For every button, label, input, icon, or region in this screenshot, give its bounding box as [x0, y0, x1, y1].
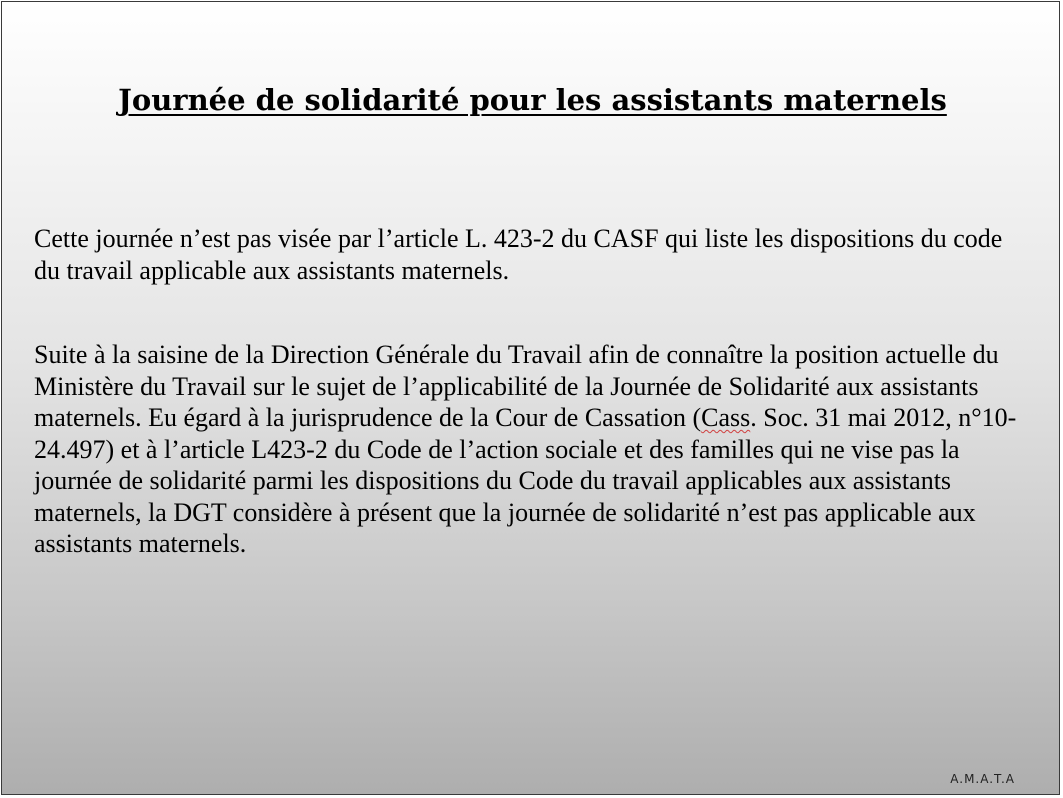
- paragraph-casf: Cette journée n’est pas visée par l’article L. 423-2 du CASF qui liste les dispositions du code du travail applicable aux assistants maternels.: [34, 224, 1003, 285]
- slide: [1, 1, 1060, 795]
- slide-title: [2, 80, 1063, 120]
- paragraph-dgt-end: . Soc. 31 mai 2012, n°10-24.497) et à l’article L423-2 du Code de l’action sociale et des familles qui ne vise pas la journée de solidarité parmi les dispositions du Code du travail applicables aux assistants maternels, la DGT considère à présent que la journée de solidarité n’est pas applicable aux assistants maternels.: [34, 403, 1017, 558]
- slide-title-text: Journée de solidarité pour les assistants maternels: [118, 83, 947, 117]
- paragraph-dgt: [34, 339, 1034, 560]
- footer-logo-text: A.M.A.T.A: [950, 772, 1015, 786]
- spellcheck-flagged-word: Cass: [701, 403, 751, 432]
- paragraph-dgt-start: Suite à la saisine de la Direction Générale du Travail afin de connaître la position actuelle du Ministère du Travail sur le sujet de l’applicabilité de la Journée de Solidarité aux assistants maternels. Eu égard à la jurisprudence de la Cour de Cassation (: [34, 340, 999, 432]
